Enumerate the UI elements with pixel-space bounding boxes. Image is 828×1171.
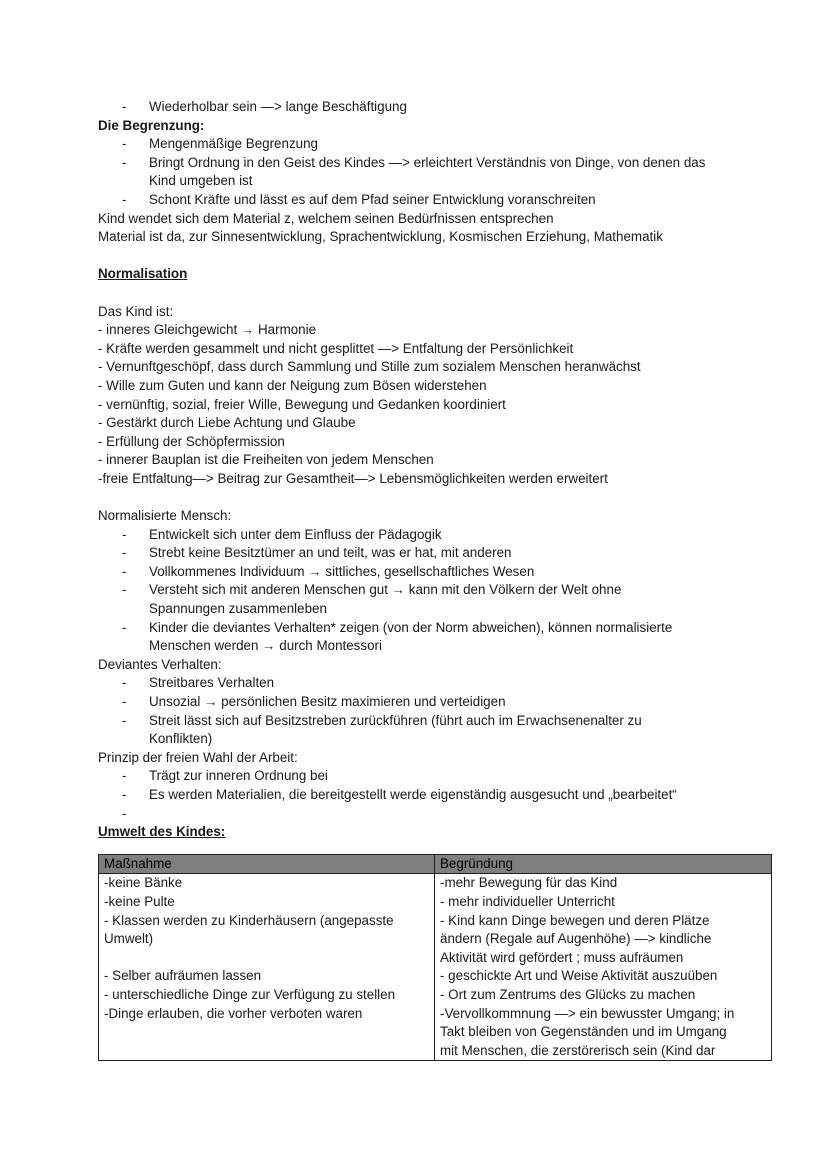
bullet-dash: - bbox=[122, 786, 127, 802]
bullet-text-continued: Menschen werden → durch Montessori bbox=[149, 638, 382, 654]
section-heading-umwelt: Umwelt des Kindes: bbox=[98, 824, 226, 840]
cell-line: - geschickte Art und Weise Aktivität auszuüben bbox=[440, 968, 718, 984]
bullet-item bbox=[98, 619, 778, 656]
list-item: - Gestärkt durch Liebe Achtung und Glaube bbox=[98, 415, 356, 431]
bullet-item bbox=[98, 674, 778, 693]
cell-line: -Dinge erlauben, die vorher verboten waren bbox=[104, 1005, 363, 1021]
cell-line: - Ort zum Zentrums des Glücks zu machen bbox=[440, 986, 696, 1002]
bullet-dash: - bbox=[122, 99, 127, 114]
bullet-dash: - bbox=[122, 675, 127, 691]
cell-line: - Klassen werden zu Kinderhäusern (angepasste bbox=[104, 912, 394, 928]
bullet-text: Trägt zur inneren Ordnung bei bbox=[149, 768, 328, 784]
subsection-title-prinzip: Prinzip der freien Wahl der Arbeit: bbox=[98, 749, 298, 765]
bullet-item bbox=[98, 135, 778, 154]
section-heading-begrenzung: Die Begrenzung: bbox=[98, 117, 205, 133]
list-item: - Erfüllung der Schöpfermission bbox=[98, 433, 285, 449]
bullet-text: Bringt Ordnung in den Geist des Kindes —> erleichtert Verständnis von Dinge, von denen das bbox=[149, 154, 706, 170]
measures-table bbox=[98, 854, 772, 1062]
bullet-text: Versteht sich mit anderen Menschen gut → kann mit den Völkern der Welt ohne bbox=[149, 582, 622, 598]
bullet-text: Streit lässt sich auf Besitzstreben zurückführen (führt auch im Erwachsenenalter zu bbox=[149, 712, 642, 728]
list-item: -freie Entfaltung—> Beitrag zur Gesamtheit—> Lebensmöglichkeiten werden erweitert bbox=[98, 470, 608, 486]
column-header-massnahme: Maßnahme bbox=[99, 854, 435, 874]
begrenzung-list bbox=[98, 135, 778, 209]
list-item: - Kräfte werden gesammelt und nicht gesplittet —> Entfaltung der Persönlichkeit bbox=[98, 340, 574, 356]
column-header-begruendung: Begründung bbox=[435, 854, 772, 874]
paragraph-line: Material ist da, zur Sinnesentwicklung, Sprachentwicklung, Kosmischen Erziehung, Mathematik bbox=[98, 229, 663, 245]
bullet-item bbox=[98, 98, 778, 117]
deviant-list bbox=[98, 674, 778, 748]
subsection-title-mensch: Normalisierte Mensch: bbox=[98, 508, 232, 524]
document-page bbox=[98, 98, 778, 1061]
cell-line: -Vervollkommnung —> ein bewusster Umgang; in bbox=[440, 1005, 735, 1021]
subsection-title-deviant: Deviantes Verhalten: bbox=[98, 656, 222, 672]
bullet-dash: - bbox=[122, 582, 127, 598]
bullet-item bbox=[98, 154, 778, 191]
bullet-text-continued: Konflikten) bbox=[149, 731, 213, 747]
bullet-text: Streitbares Verhalten bbox=[149, 675, 275, 691]
bullet-item bbox=[98, 581, 778, 618]
bullet-item bbox=[98, 526, 778, 545]
cell-line: Takt bleiben von Gegenständen und im Umgang bbox=[440, 1024, 727, 1040]
bullet-item bbox=[98, 544, 778, 563]
bullet-dash: - bbox=[122, 191, 127, 207]
bullet-text: Wiederholbar sein —> lange Beschäftigung bbox=[149, 99, 407, 114]
bullet-text: Mengenmäßige Begrenzung bbox=[149, 136, 318, 152]
paragraph-line: Kind wendet sich dem Material z, welchem seinen Bedürfnissen entsprechen bbox=[98, 210, 554, 226]
normalisation-items bbox=[98, 321, 778, 488]
table-cell-massnahme bbox=[99, 874, 435, 1061]
normalisation-intro: Das Kind ist: bbox=[98, 303, 174, 319]
cell-line bbox=[104, 949, 429, 968]
bullet-dash: - bbox=[122, 545, 127, 561]
bullet-dash: - bbox=[122, 619, 127, 635]
cell-line: Aktivität wird gefördert ; muss aufräumen bbox=[440, 949, 684, 965]
bullet-dash: - bbox=[122, 154, 127, 170]
bullet-dash: - bbox=[122, 563, 127, 579]
list-item: - innerer Bauplan ist die Freiheiten von jedem Menschen bbox=[98, 452, 434, 468]
bullet-item bbox=[98, 712, 778, 749]
cell-line: - mehr individueller Unterricht bbox=[440, 893, 615, 909]
bullet-item bbox=[98, 786, 778, 805]
bullet-text-continued: Kind umgeben ist bbox=[149, 173, 253, 189]
cell-line: - Kind kann Dinge bewegen und deren Plätze bbox=[440, 912, 710, 928]
bullet-text: Es werden Materialien, die bereitgestellt werde eigenständig ausgesucht und „bearbeitet“ bbox=[149, 786, 677, 802]
list-item: - Vernunftgeschöpf, dass durch Sammlung und Stille zum sozialem Menschen heranwächst bbox=[98, 359, 641, 375]
bullet-dash: - bbox=[122, 694, 127, 709]
section-heading-normalisation: Normalisation bbox=[98, 266, 188, 282]
list-item: - Wille zum Guten und kann der Neigung zum Bösen widerstehen bbox=[98, 377, 487, 393]
cell-line: -keine Bänke bbox=[104, 875, 183, 891]
bullet-text: Unsozial → persönlichen Besitz maximieren und verteidigen bbox=[149, 694, 506, 709]
bullet-item bbox=[98, 693, 778, 712]
bullet-dash: - bbox=[122, 768, 127, 784]
list-item: - inneres Gleichgewicht → Harmonie bbox=[98, 322, 317, 338]
bullet-item bbox=[98, 191, 778, 210]
table-row bbox=[99, 874, 772, 1061]
cell-line: - Selber aufräumen lassen bbox=[104, 968, 262, 984]
bullet-dash: - bbox=[122, 526, 127, 542]
bullet-text: Kinder die deviantes Verhalten* zeigen (von der Norm abweichen), können normalisierte bbox=[149, 619, 673, 635]
prinzip-list bbox=[98, 767, 778, 821]
cell-line: mit Menschen, die zerstörerisch sein (Kind dar bbox=[440, 1042, 716, 1058]
cell-line: - unterschiedliche Dinge zur Verfügung zu stellen bbox=[104, 986, 396, 1002]
table-header-row bbox=[99, 854, 772, 874]
list-item: - vernünftig, sozial, freier Wille, Bewegung und Gedanken koordiniert bbox=[98, 396, 506, 412]
mensch-list bbox=[98, 526, 778, 656]
bullet-item bbox=[98, 563, 778, 582]
cell-line: -keine Pulte bbox=[104, 893, 175, 909]
cell-line: Umwelt) bbox=[104, 931, 154, 947]
table-cell-begruendung bbox=[435, 874, 772, 1061]
bullet-dash: - bbox=[122, 712, 127, 728]
bullet-dash: - bbox=[122, 136, 127, 152]
bullet-text: Strebt keine Besitztümer an und teilt, was er hat, mit anderen bbox=[149, 545, 512, 561]
bullet-item bbox=[98, 767, 778, 786]
cell-line: -mehr Bewegung für das Kind bbox=[440, 875, 618, 891]
bullet-text: Vollkommenes Individuum → sittliches, gesellschaftliches Wesen bbox=[149, 563, 535, 579]
bullet-text-continued: Spannungen zusammenleben bbox=[149, 601, 327, 617]
bullet-dash: - bbox=[122, 805, 127, 821]
cell-line: ändern (Regale auf Augenhöhe) —> kindliche bbox=[440, 931, 712, 947]
bullet-text: Schont Kräfte und lässt es auf dem Pfad seiner Entwicklung voranschreiten bbox=[149, 191, 596, 207]
bullet-text: Entwickelt sich unter dem Einfluss der Pädagogik bbox=[149, 526, 442, 542]
